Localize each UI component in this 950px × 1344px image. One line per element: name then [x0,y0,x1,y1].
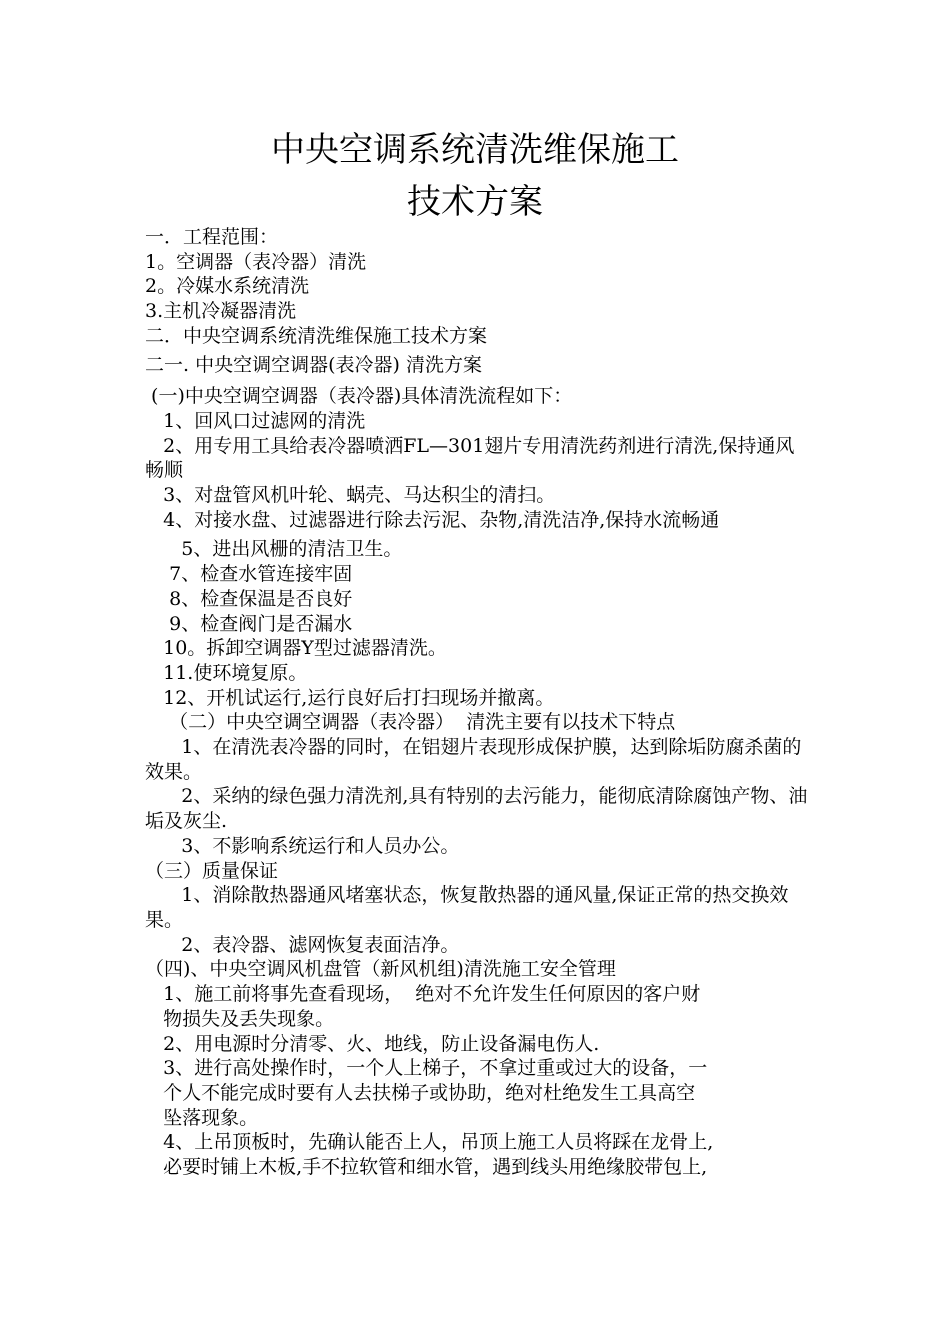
scope-item: 3.主机冷凝器清洗 [145,300,297,323]
paragraph: 4、对接水盘、过滤器进行除去污泥、杂物,清洗洁净,保持水流畅通 [145,508,720,531]
paragraph: 3、对盘管风机叶轮、蜗壳、马达积尘的清扫。 [145,484,556,507]
paragraph: 4、上吊顶板时，先确认能否上人，吊顶上施工人员将踩在龙骨上, [145,1131,714,1154]
paragraph: 2、采纳的绿色强力清洗剂,具有特别的去污能力，能彻底清除腐蚀产物、油垢及灰尘. [145,785,808,833]
paragraph: 11.使环境复原。 [145,661,308,684]
subsection-heading: (一)中央空调空调器（表冷器)具体清洗流程如下： [145,385,573,408]
subsection-heading: 二一. 中央空调空调器(表冷器) 清洗方案 [145,353,482,376]
paragraph: 2、用专用工具给表冷器喷洒FL—301翅片专用清洗药剂进行清洗,保持通风畅顺 [145,434,795,482]
subsection-heading: （二）中央空调空调器（表冷器） 清洗主要有以技术下特点 [145,711,676,734]
paragraph: 1、消除散热器通风堵塞状态，恢复散热器的通风量,保证正常的热交换效果。 [145,884,789,931]
section-heading: 一．工程范围： [145,226,279,248]
paragraph: 必要时铺上木板,手不拉软管和细水管，遇到线头用绝缘胶带包上, [145,1156,708,1179]
paragraph: 12、开机试运行,运行良好后打扫现场并撤离。 [145,686,555,709]
subsection-heading: （四)、中央空调风机盘管（新风机组)清洗施工安全管理 [145,958,616,981]
doc-title-line2: 技术方案 [407,182,543,222]
paragraph: 2、用电源时分清零、火、地线，防止设备漏电伤人. [145,1032,600,1055]
paragraph: 个人不能完成时要有人去扶梯子或协助，绝对杜绝发生工具高空 [145,1081,696,1104]
paragraph: 坠落现象。 [145,1106,259,1129]
paragraph: 1、在清洗表冷器的同时，在铝翅片表现形成保护膜，达到除垢防腐杀菌的效果。 [145,736,802,783]
scope-item: 1。空调器（表冷器）清洗 [145,250,367,273]
paragraph: 7、检查水管连接牢固 [145,563,353,586]
paragraph: 10。拆卸空调器Y型过滤器清洗。 [145,637,447,660]
doc-title-line1: 中央空调系统清洗维保施工 [271,130,679,170]
paragraph: 1、回风口过滤网的清洗 [145,409,366,432]
section-heading: 二．中央空调系统清洗维保施工技术方案 [145,324,488,347]
doc-body [145,225,810,1180]
paragraph: 3、不影响系统运行和人员办公。 [145,834,460,857]
paragraph: 物损失及丢失现象。 [145,1007,335,1030]
paragraph: 3、进行高处操作时，一个人上梯子，不拿过重或过大的设备，一 [145,1057,708,1080]
paragraph: 2、表冷器、滤网恢复表面洁净。 [145,933,460,956]
scope-item: 2。冷媒水系统清洗 [145,275,310,298]
paragraph: 8、检查保温是否良好 [145,587,353,610]
subsection-heading: （三）质量保证 [145,859,279,882]
paragraph: 9、检查阀门是否漏水 [145,612,353,635]
paragraph: 5、进出风栅的清洁卫生。 [145,538,403,561]
paragraph: 1、施工前将事先查看现场， 绝对不允许发生任何原因的客户财 [145,983,701,1006]
